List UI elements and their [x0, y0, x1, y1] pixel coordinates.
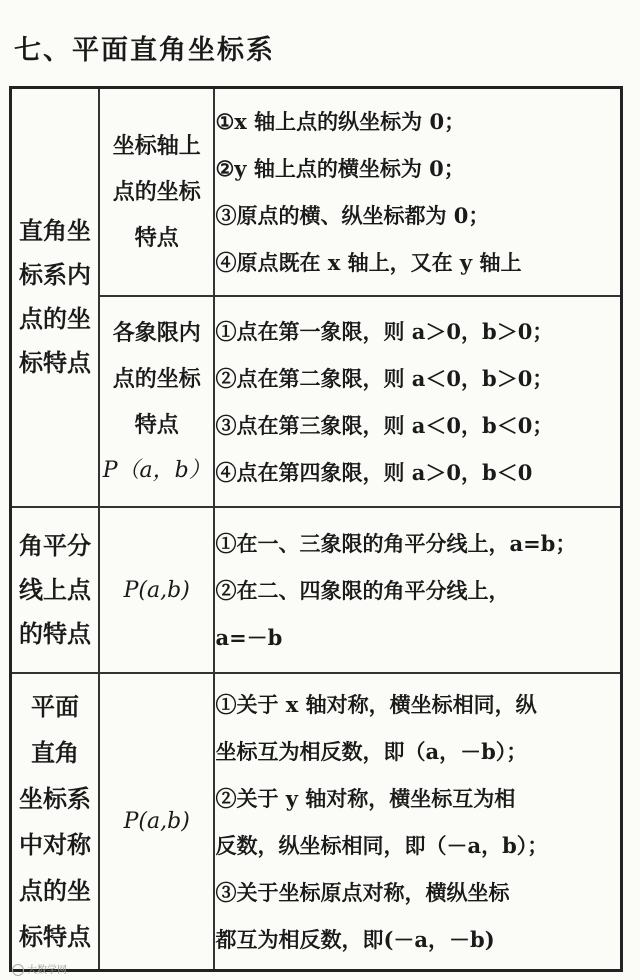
axis-points-content	[214, 88, 621, 297]
table-row	[11, 673, 622, 970]
list-item: ②y 轴上点的横坐标为 0；	[215, 156, 465, 182]
list-item: 反数，纵坐标相同，即（－a，b）；	[215, 832, 549, 858]
list-item: ②点在第二象限，则 a＜0，b＞0；	[215, 365, 554, 391]
table-row	[11, 296, 622, 507]
watermark-icon	[12, 964, 24, 976]
bisector-content	[214, 507, 621, 674]
list-item: ③关于坐标原点对称，横纵坐标	[215, 879, 510, 905]
group-label-symmetry: 平面 直角 坐标系 中对称 点的坐 标特点	[11, 673, 99, 970]
list-item: ①关于 x 轴对称，横坐标相同，纵	[215, 691, 537, 717]
list-item: ④原点既在 x 轴上，又在 y 轴上	[215, 250, 522, 276]
coordinate-summary-table	[9, 86, 623, 972]
table-row	[11, 88, 622, 297]
list-item: ①点在第一象限，则 a＞0，b＞0；	[215, 318, 554, 344]
list-item: ③原点的横、纵坐标都为 0；	[215, 203, 490, 229]
sub-label-axis-points: 坐标轴上 点的坐标 特点	[99, 88, 215, 297]
list-item: ②关于 y 轴对称，横坐标互为相	[215, 785, 516, 811]
page-title: 七、平面直角坐标系	[14, 35, 275, 66]
symmetry-content	[214, 673, 621, 970]
table-row	[11, 507, 622, 674]
group-label-coordinate-features: 直角坐 标系内 点的坐 标特点	[11, 88, 99, 507]
list-item: ①在一、三象限的角平分线上，a=b；	[215, 530, 577, 556]
sub-label-quadrant-points: 各象限内 点的坐标 特点 P（a，b）	[99, 296, 215, 507]
list-item: ④点在第四象限，则 a＞0，b＜0	[215, 459, 533, 485]
point-notation: P(a,b)	[99, 507, 215, 674]
list-item: 都互为相反数，即(－a，－b)	[215, 926, 495, 952]
quadrant-points-content	[214, 296, 621, 507]
list-item: 坐标互为相反数，即（a，－b）；	[215, 738, 528, 764]
list-item: ①x 轴上点的纵坐标为 0；	[215, 109, 466, 135]
list-item: a=－b	[215, 624, 283, 650]
list-item: ②在二、四象限的角平分线上，	[215, 577, 510, 603]
point-notation: P(a,b)	[99, 673, 215, 970]
group-label-bisector: 角平分 线上点 的特点	[11, 507, 99, 674]
watermark: 大数学网	[12, 961, 67, 976]
list-item: ③点在第三象限，则 a＜0，b＜0；	[215, 412, 554, 438]
